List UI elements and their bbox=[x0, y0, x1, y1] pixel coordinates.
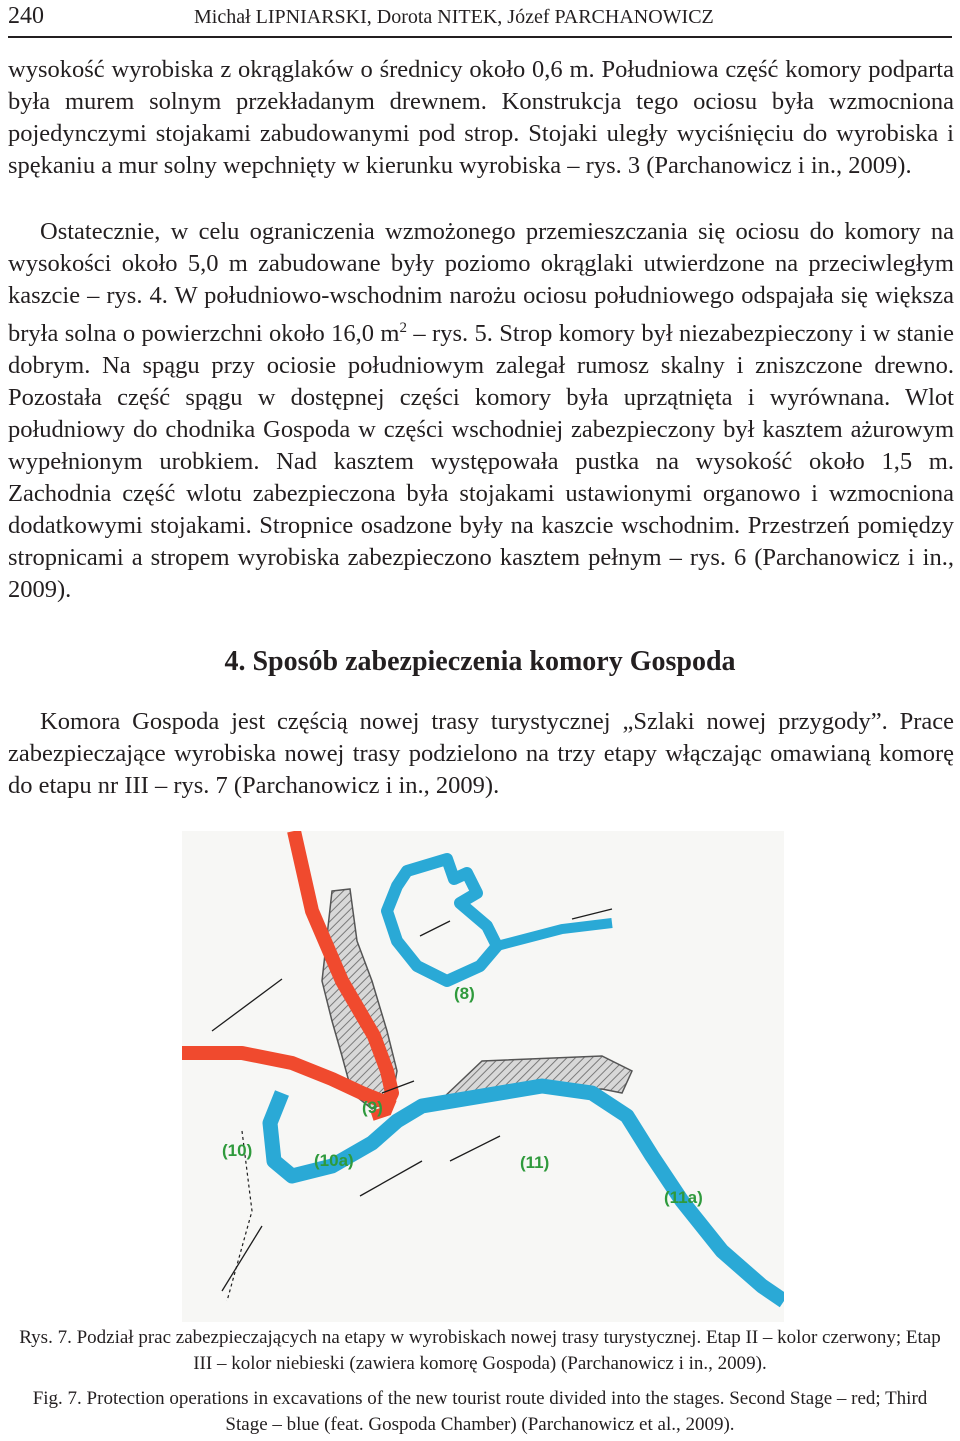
label-10: (10) bbox=[222, 1141, 253, 1160]
paragraph-1 bbox=[8, 54, 954, 182]
paragraph-1-text: wysokość wyrobiska z okrąglaków o średnicy około 0,6 m. Południowa część komory podparta była murem solnym przekładanym drewnem. Konstrukcja tego ociosu była wzmocniona pojedynczymi stojakami zabudowanymi pod strop. Stojaki uległy wyciśnięciu do wyrobiska i spękaniu a mur solny wepchnięty w kierunku wyrobiska – rys. 3 (Parchanowicz i in., 2009). bbox=[8, 56, 954, 179]
header-rule bbox=[8, 36, 952, 38]
label-10a: (10a) bbox=[314, 1151, 354, 1170]
caption-english: Fig. 7. Protection operations in excavations of the new tourist route divided into the stages. Second Stage – red; Third Stage – blue (feat. Gospoda Chamber) (Parchanowicz et al., 2009). bbox=[32, 1388, 928, 1435]
superscript-2: 2 bbox=[399, 320, 407, 336]
paragraph-2-part-b: – rys. 5. Strop komory był niezabezpieczony i w stanie dobrym. Na spągu przy ociosie południowym zalegał rumosz skalny i zniszczone drewno. Pozostała część spągu w dostępnej części komory była uprzątnięta i wyrównana. Wlot południowy do chodnika Gospoda w części wschodniej zabezpieczony był kasztem ażurowym wypełnionym urobkiem. Nad kasztem występowała pustka na wysokość około 1,5 m. Zachodnia część wlotu zabezpieczona była stojakami ustawionymi organowo i wzmocniona dodatkowymi stojakami. Stropnice osadzone były na kaszcie wschodnim. Przestrzeń pomiędzy stropnicami a stropem wyrobiska zabezpieczono kasztem pełnym – rys. 6 (Parchanowicz i in., 2009). bbox=[8, 320, 954, 604]
section-heading: 4. Sposób zabezpieczenia komory Gospoda bbox=[224, 646, 736, 677]
paragraph-2-part-a: Ostatecznie, w celu ograniczenia wzmożonego przemieszczania się ociosu do komory na wysokości około 5,0 m zabudowane były poziomo okrąglaki utwierdzone na przeciwległym kaszcie – rys. 4. W południowo-wschodnim narożu ociosu południowego odspajała się większa bryła solna o powierzchni około 16,0 m bbox=[8, 218, 954, 348]
paragraph-2-text bbox=[8, 216, 954, 606]
caption-polish: Rys. 7. Podział prac zabezpieczających na etapy w wyrobiskach nowej trasy turystycznej. Etap II – kolor czerwony; Etap III – kolor niebieski (zawiera komorę Gospoda) (Parchanowicz i in., 2009). bbox=[19, 1327, 941, 1374]
paragraph-3-text: Komora Gospoda jest częścią nowej trasy turystycznej „Szlaki nowej przygody”. Prace zabezpieczające wyrobiska nowej trasy podzielono na trzy etapy włączając omawianą komorę do etapu nr III – rys. 7 (Parchanowicz i in., 2009). bbox=[8, 708, 954, 799]
figure-7-map bbox=[182, 831, 784, 1322]
stage-iii-chamber-8 bbox=[387, 859, 497, 981]
label-8: (8) bbox=[454, 984, 475, 1003]
paragraph-3 bbox=[8, 706, 954, 802]
author-line: Michał LIPNIARSKI, Dorota NITEK, Józef PARCHANOWICZ bbox=[194, 6, 714, 28]
stage-iii-connector bbox=[497, 923, 612, 946]
map-drawing bbox=[182, 831, 784, 1322]
label-11: (11) bbox=[520, 1153, 550, 1172]
running-header bbox=[8, 2, 952, 32]
paragraph-2 bbox=[8, 216, 954, 606]
page-number: 240 bbox=[8, 3, 44, 29]
stage-iii-main-gallery bbox=[270, 1086, 784, 1301]
label-9: (9) bbox=[362, 1098, 383, 1117]
label-11a: (11a) bbox=[664, 1188, 703, 1207]
